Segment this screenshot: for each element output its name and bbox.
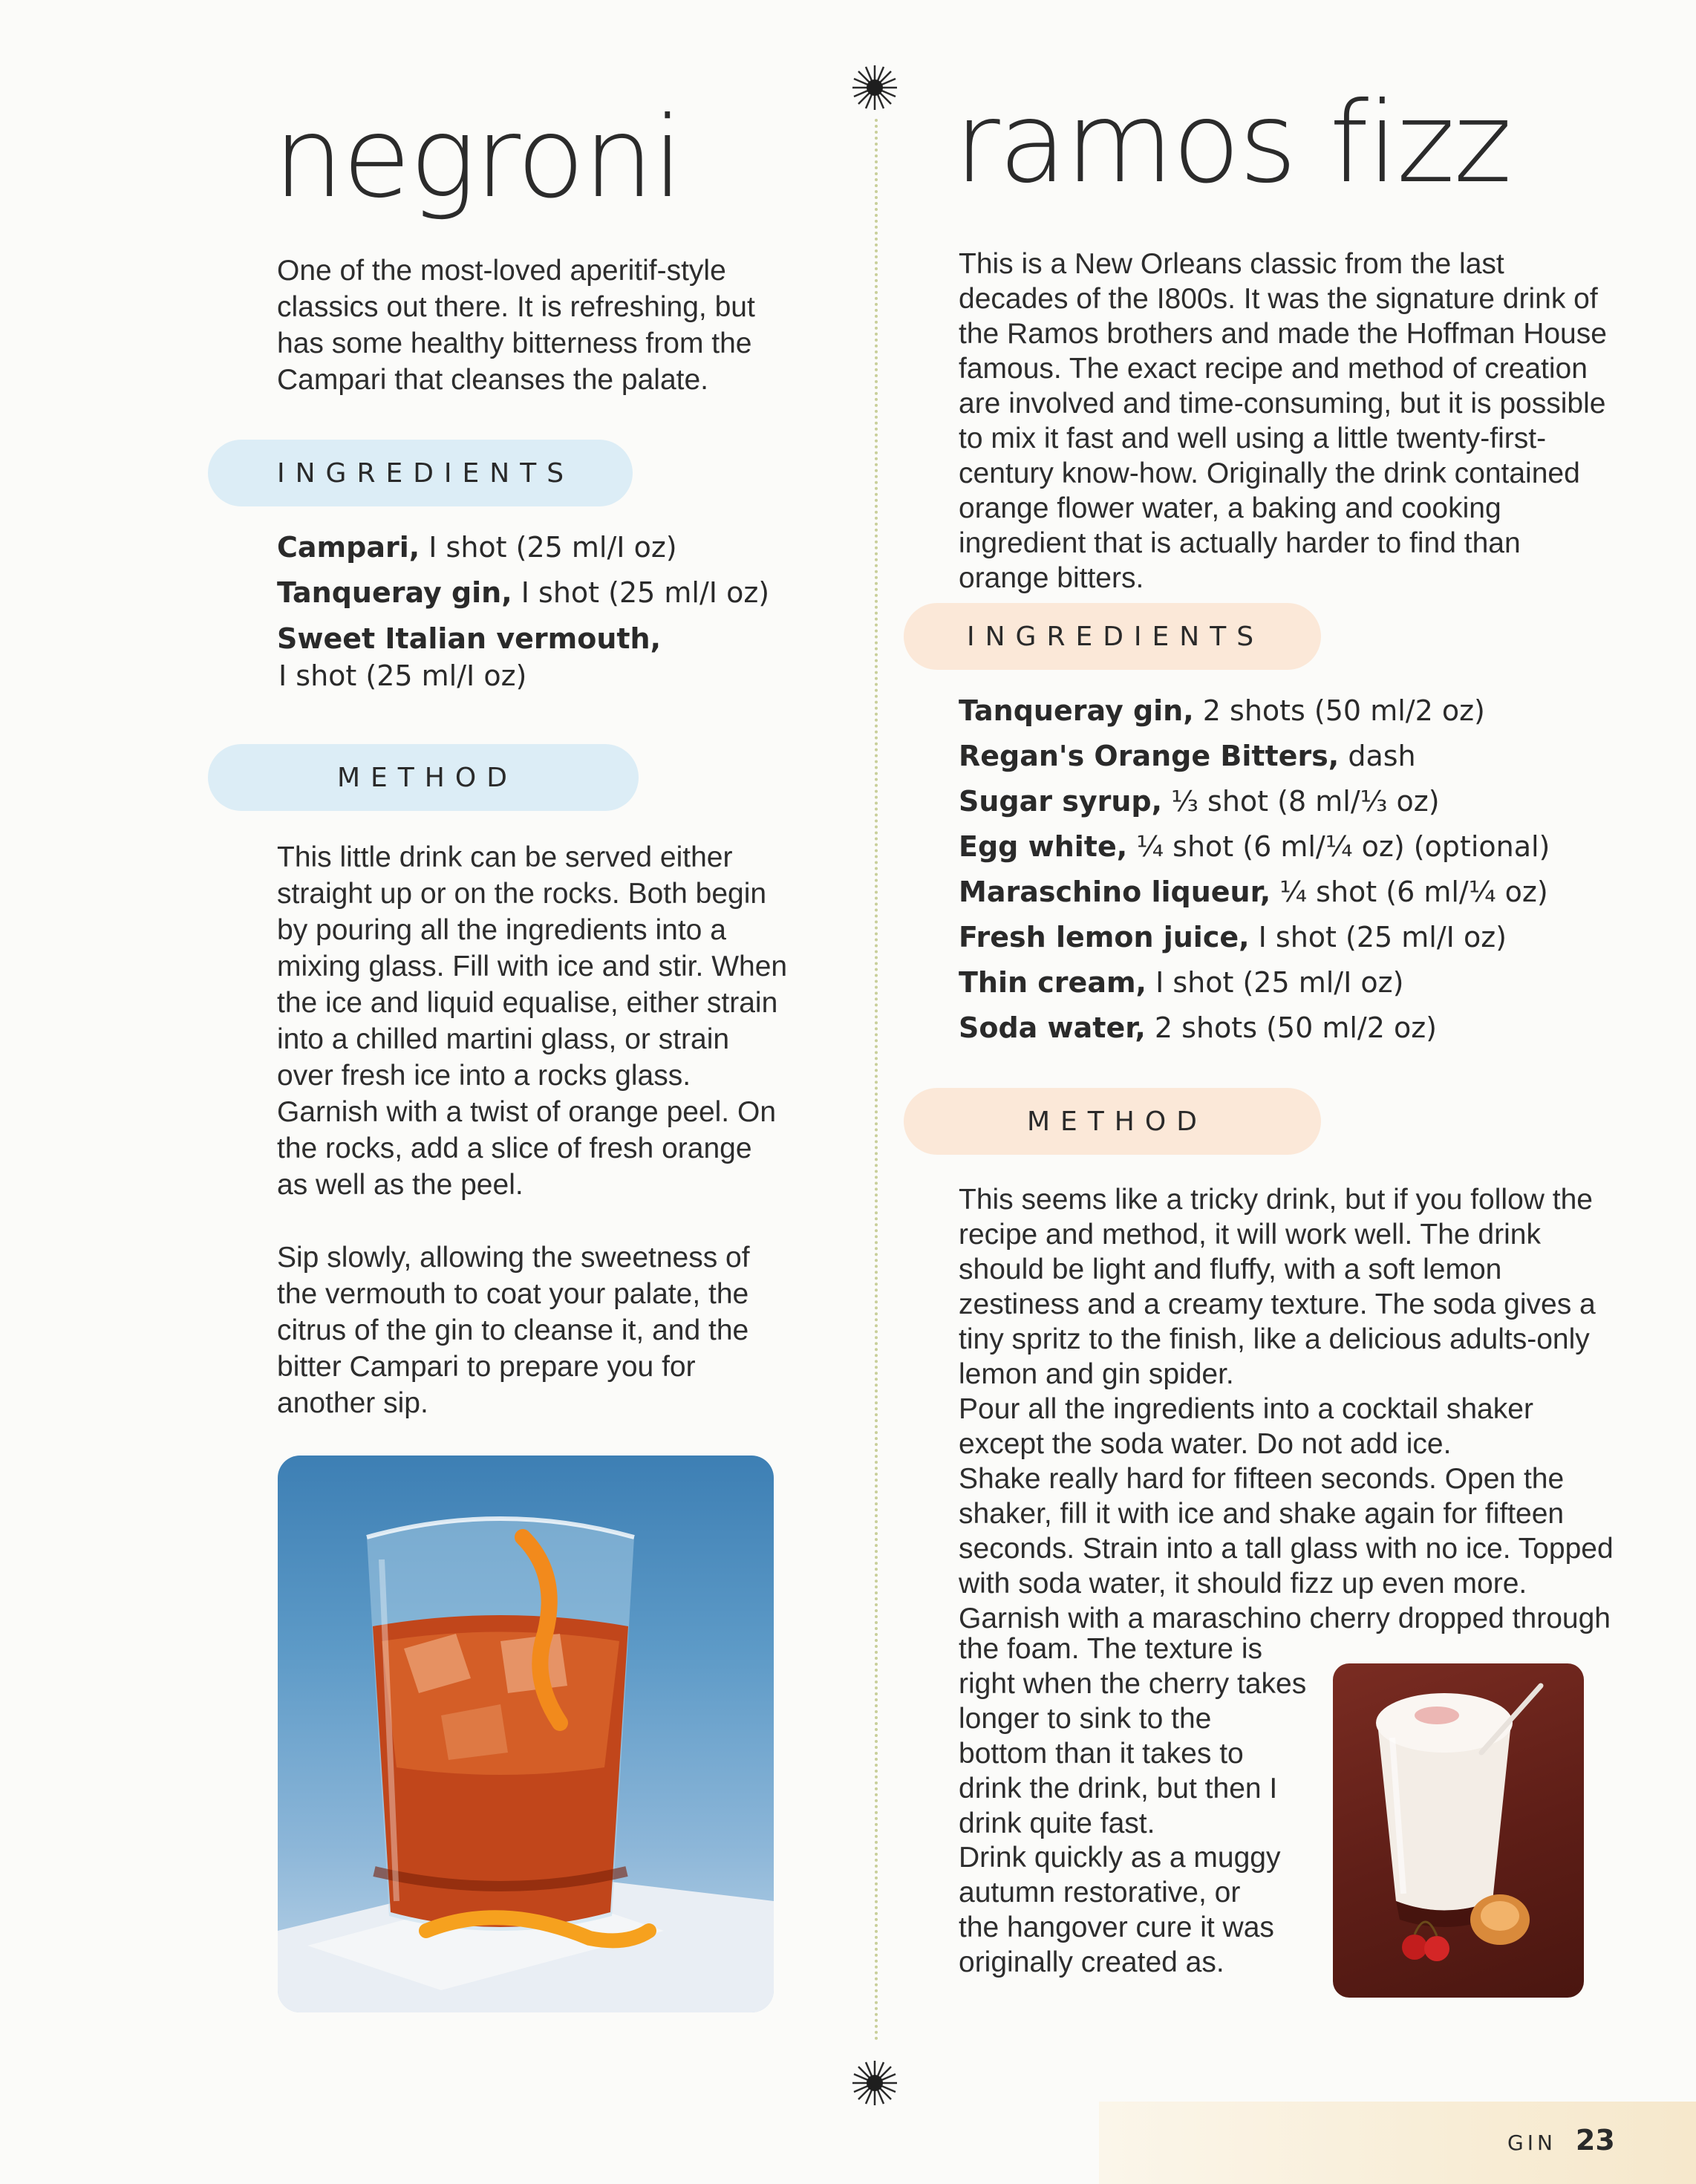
ingredient-item [277, 525, 797, 570]
method-text [959, 1182, 1616, 1636]
column-divider [875, 119, 878, 2042]
ingredients-heading [208, 440, 633, 506]
method-label: METHOD [1027, 1106, 1207, 1137]
method-heading [904, 1088, 1321, 1155]
ingredient-amount: I shot (25 ml/I oz) [1147, 966, 1404, 999]
ingredients-label: INGREDIENTS [967, 621, 1265, 652]
ingredient-amount: ⅓ shot (8 ml/⅓ oz) [1162, 785, 1440, 818]
section-label: GIN [1507, 2131, 1556, 2155]
recipe-intro: One of the most-loved aperitif-style classics out there. It is refreshing, but has some healthy bitterness from the Campari that cleanses the palate. [277, 255, 755, 396]
method-paragraph: Garnish with a maraschino cherry dropped through [959, 1603, 1611, 1634]
ingredient-name: Tanqueray gin, [277, 576, 512, 609]
method-text [277, 839, 789, 1421]
sun-ornament-icon [851, 64, 898, 111]
method-paragraph: Sip slowly, allowing the sweetness of the vermouth to coat your palate, the citrus of the gin to cleanse it, and the bitter Campari to prepare you for another sip. [277, 1242, 750, 1419]
ingredient-name: Soda water, [959, 1011, 1146, 1044]
ingredient-name: Thin cream, [959, 966, 1147, 999]
ingredient-amount: dash [1339, 740, 1416, 772]
negroni-photo [278, 1456, 774, 2012]
ingredient-item [959, 1005, 1627, 1051]
ingredient-amount: I shot (25 ml/I oz) [420, 531, 677, 564]
ingredient-item [959, 915, 1627, 960]
ingredients-list [277, 525, 797, 694]
ingredient-amount: ¼ shot (6 ml/¼ oz) (optional) [1127, 830, 1550, 863]
ingredient-name: Regan's Orange Bitters, [959, 740, 1340, 772]
method-paragraph: Shake really hard for fifteen seconds. Open the shaker, fill it with ice and shake again for fifteen seconds. Strain into a tall glass with no ice. Topped with soda water, it should fizz up even more. [959, 1463, 1614, 1600]
ingredient-item [277, 620, 797, 694]
ingredient-item [959, 779, 1627, 824]
recipe-title: negroni [273, 94, 682, 223]
method-label: METHOD [337, 762, 518, 793]
method-paragraph: the foam. The texture is right when the cherry takes longer to sink to the bottom than it takes to drink the drink, but then I drink quite fast. [959, 1633, 1307, 1839]
ingredient-name: Egg white, [959, 830, 1128, 863]
ingredient-item [959, 870, 1627, 915]
ingredient-amount: I shot (25 ml/I oz) [512, 576, 770, 609]
recipe-title: ramos fizz [954, 79, 1511, 208]
ingredient-name: Maraschino liqueur, [959, 876, 1271, 908]
closing-paragraph: Drink quickly as a muggy autumn restorative, or the hangover cure it was originally created as. [959, 1842, 1281, 1978]
ingredient-amount: ¼ shot (6 ml/¼ oz) [1271, 876, 1548, 908]
ingredient-amount: 2 shots (50 ml/2 oz) [1193, 694, 1485, 727]
ingredient-name: Tanqueray gin, [959, 694, 1194, 727]
ingredient-item [959, 688, 1627, 734]
ingredient-item [277, 570, 797, 616]
method-paragraph: This seems like a tricky drink, but if you follow the recipe and method, it will work well. The drink should be light and fluffy, with a soft lemon zestiness and a creamy texture. The soda gives a tiny spritz to the finish, like a delicious adults-only lemon and gin spider. [959, 1184, 1596, 1390]
ingredient-item [959, 824, 1627, 870]
method-paragraph: This little drink can be served either straight up or on the rocks. Both begin by pouring all the ingredients into a mixing glass. Fill with ice and stir. When the ice and liquid equalise, either strain into a chilled martini glass, or strain over fresh ice into a rocks glass. [277, 841, 788, 1092]
ingredient-amount: 2 shots (50 ml/2 oz) [1145, 1011, 1437, 1044]
ingredient-name: Fresh lemon juice, [959, 921, 1250, 954]
ingredient-amount: I shot (25 ml/I oz) [1249, 921, 1507, 954]
fizz-glass-illustration [1333, 1663, 1584, 1998]
ingredient-name: Campari, [277, 531, 420, 564]
sun-ornament-icon [851, 2059, 898, 2107]
ingredients-label: INGREDIENTS [277, 457, 575, 489]
ingredients-list [959, 688, 1627, 1051]
ingredient-item [959, 734, 1627, 779]
ingredient-name: Sugar syrup, [959, 785, 1163, 818]
ingredients-heading [904, 603, 1321, 670]
ramos-fizz-photo [1333, 1663, 1584, 1998]
footer [1507, 2124, 1615, 2157]
method-heading [208, 744, 639, 811]
ingredient-name: Sweet Italian vermouth, [277, 622, 662, 655]
method-paragraph: Garnish with a twist of orange peel. On the rocks, add a slice of fresh orange as well as the peel. [277, 1096, 777, 1201]
ingredient-amount: I shot (25 ml/I oz) [278, 659, 527, 692]
negroni-glass-illustration [278, 1456, 774, 2012]
method-paragraph: Pour all the ingredients into a cocktail shaker except the soda water. Do not add ice. [959, 1393, 1533, 1460]
page-number: 23 [1575, 2124, 1615, 2157]
ingredient-item [959, 960, 1627, 1005]
recipe-intro: This is a New Orleans classic from the last decades of the I800s. It was the signature drink of the Ramos brothers and made the Hoffman House famous. The exact recipe and method of creation are involved and time-consuming, but it is possible to mix it fast and well using a little twenty-first-century know-how. Originally the drink contained orange flower water, a baking and cooking ingredient that is actually harder to find than orange bitters. [959, 248, 1607, 594]
